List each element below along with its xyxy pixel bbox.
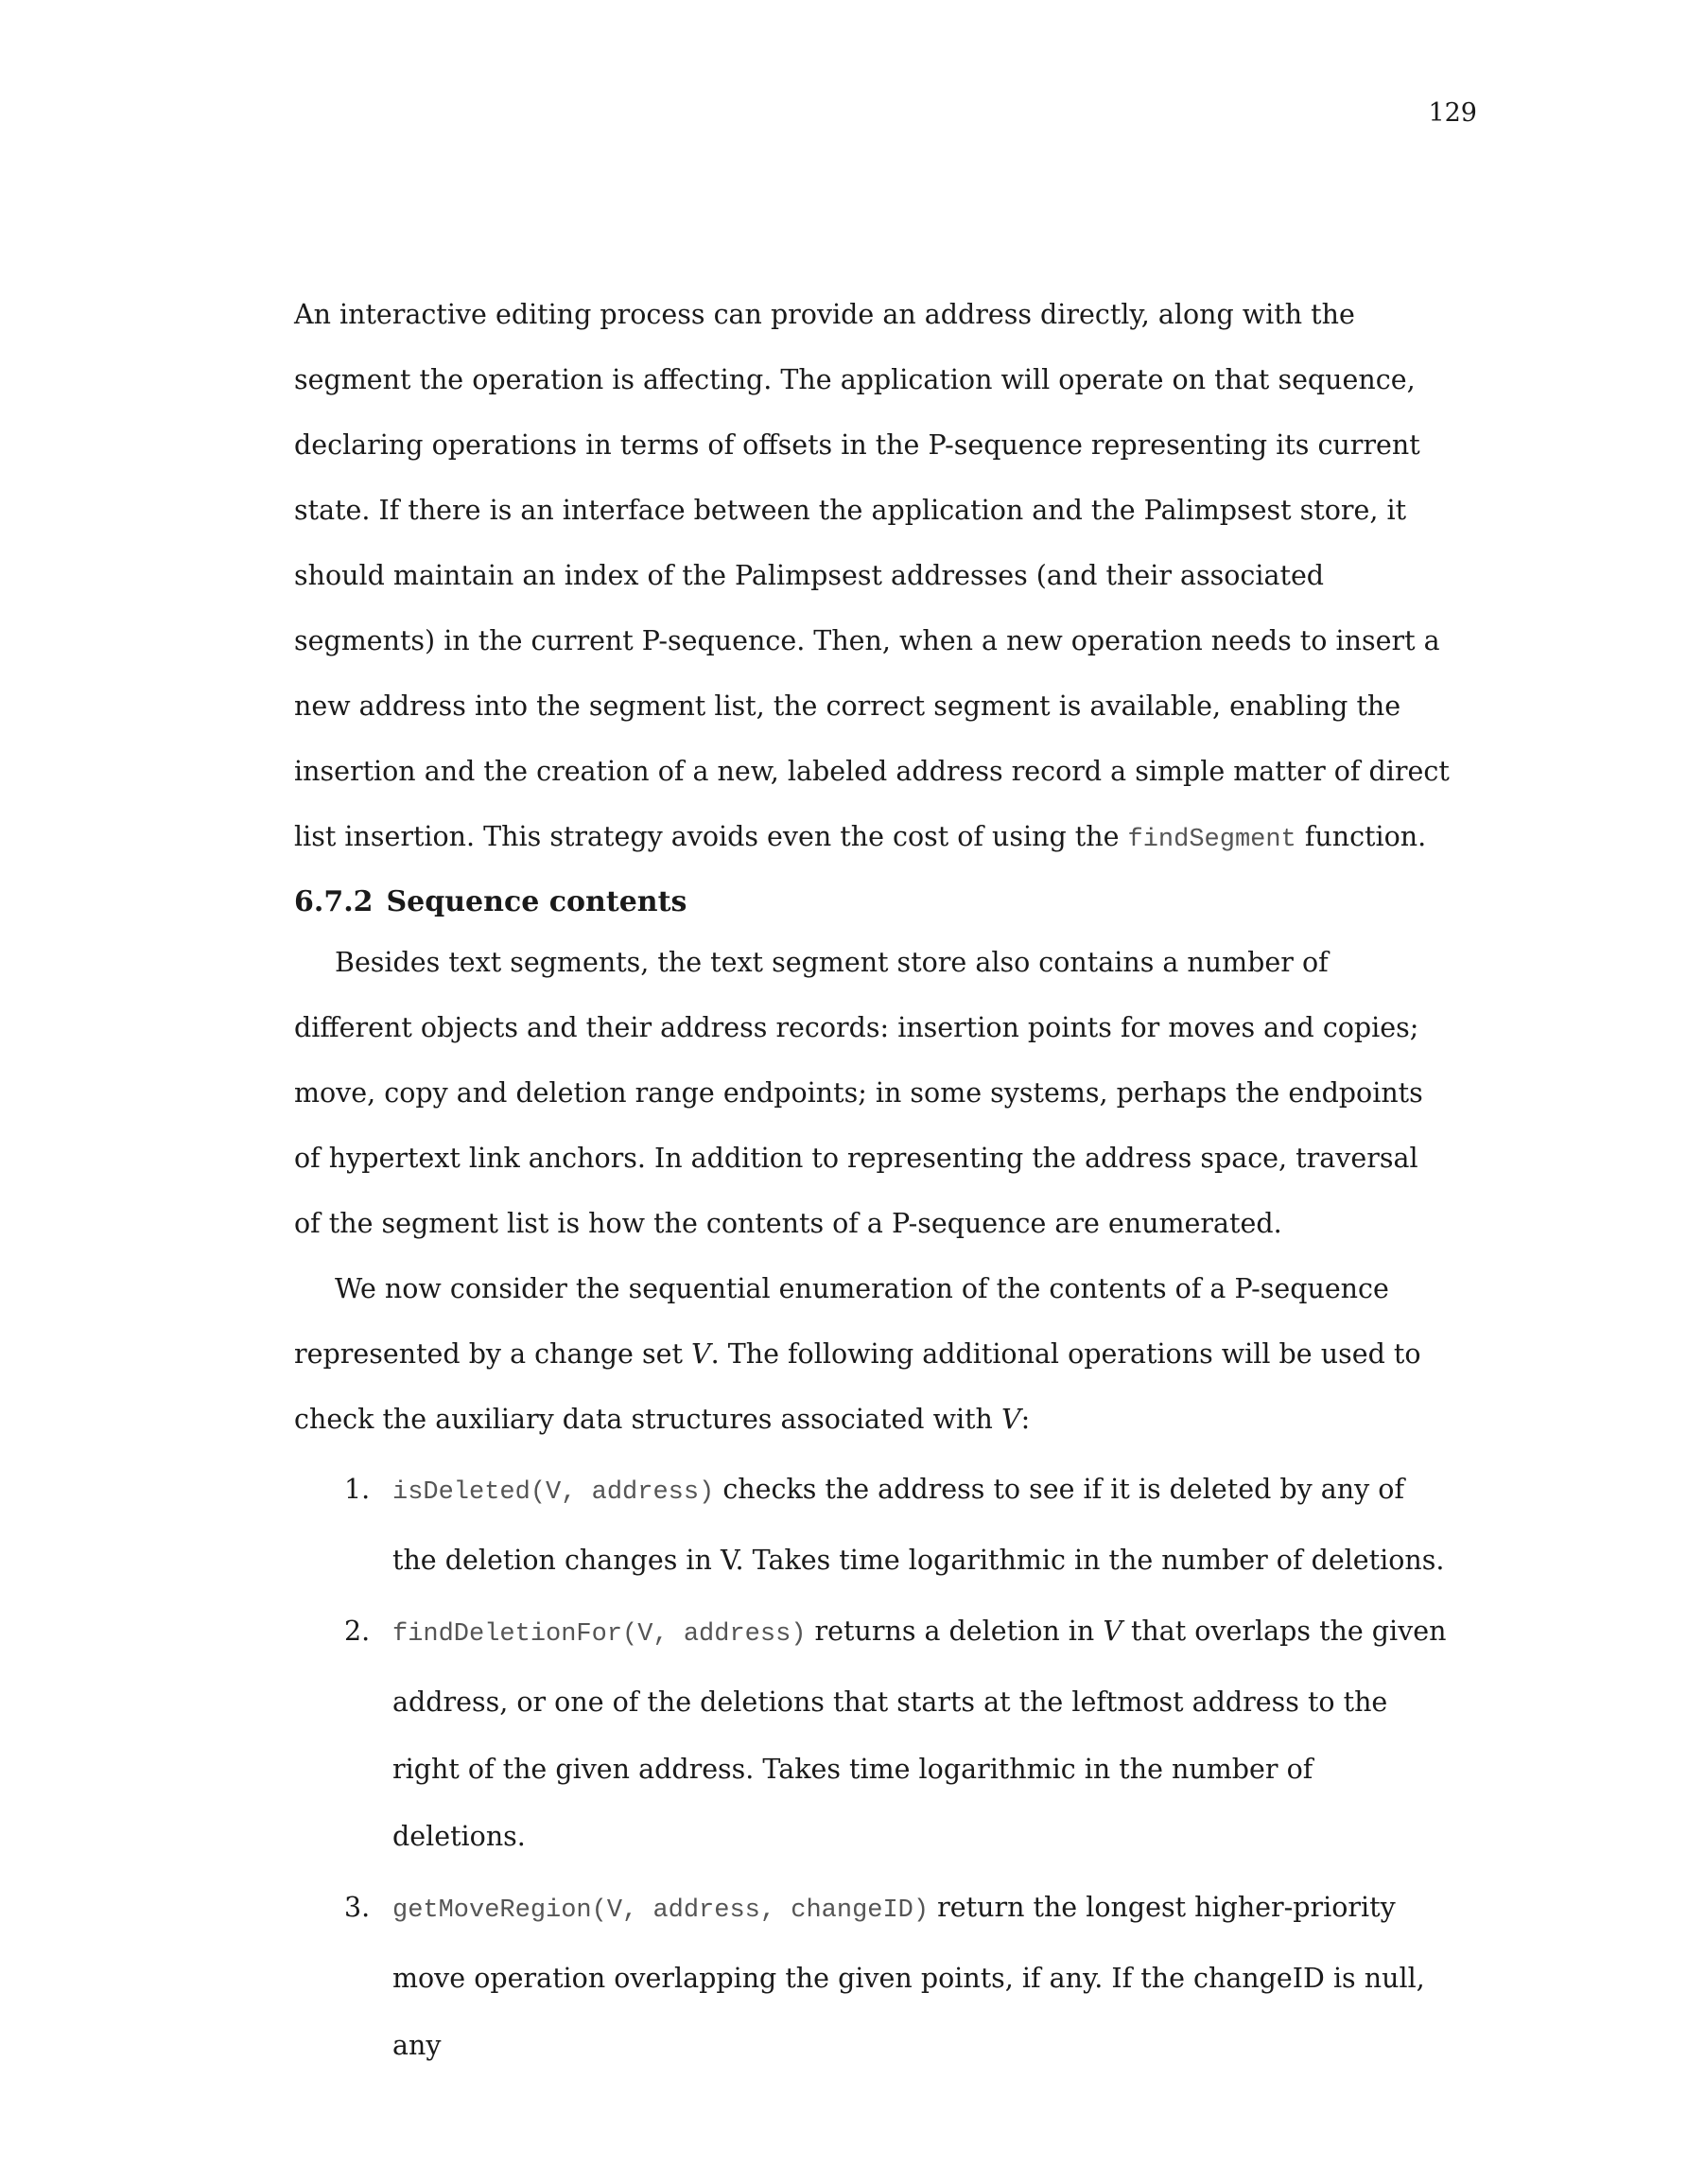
get-move-region-code: getMoveRegion(V, address, changeID) — [392, 1896, 930, 1925]
section-title: Sequence contents — [386, 885, 687, 918]
para3-text-2: . The following additional operations will be used to check the auxiliary data structures associated with — [294, 1338, 1421, 1435]
is-deleted-code: isDeleted(V, address) — [392, 1478, 715, 1507]
section-heading — [294, 873, 1450, 930]
intro-text-end: function. — [1296, 821, 1427, 852]
find-segment-code: findSegment — [1127, 826, 1296, 854]
var-v: V — [1103, 1616, 1122, 1647]
list-item — [294, 1874, 1450, 2079]
intro-paragraph — [294, 282, 1450, 873]
section-number: 6.7.2 — [294, 885, 374, 918]
para3-text-3: : — [1020, 1404, 1031, 1435]
item-text: returns a deletion in — [806, 1616, 1104, 1647]
var-v: V — [691, 1338, 711, 1370]
list-item — [294, 1598, 1450, 1870]
para3-text-1: We now consider the sequential enumeration of the contents of a P-sequence represented by a change set — [294, 1273, 1389, 1370]
intro-text: An interactive editing process can provide an address directly, along with the segment the operation is affecting. The application will operate on that sequence, declaring operations in terms of offsets in the P-sequence representing its current state. If there is an interface between the application and the Palimpsest store, it should maintain an index of the Palimpsest addresses (and their associated segments) in the current P-sequence. Then, when a new operation needs to insert a new address into the segment list, the correct segment is available, enabling the insertion and the creation of a new, labeled address record a simple matter of direct list insertion. This strategy avoids even the cost of using the — [294, 299, 1450, 852]
item-number: 1. — [344, 1474, 371, 1505]
item-number: 3. — [344, 1892, 371, 1923]
operations-list — [294, 1456, 1450, 2079]
item-text: return the longest higher-priority move operation overlapping the given points, if any. If the changeID is null, any — [392, 1892, 1425, 2061]
list-item — [294, 1456, 1450, 1594]
item-text: that overlaps the given address, or one of the deletions that starts at the leftmost address to the right of the given address. Takes time logarithmic in the number of deletions. — [392, 1616, 1447, 1852]
item-number: 2. — [344, 1616, 371, 1647]
var-v: V — [1000, 1404, 1021, 1435]
paragraph-contents: Besides text segments, the text segment store also contains a number of different objects and their address records: insertion points for moves and copies; move, copy and deletion range endpoints; in some systems, perhaps the endpoints of hypertext link anchors. In addition to representing the address space, traversal of the segment list is how the contents of a P-sequence are enumerated. — [294, 947, 1423, 1239]
find-deletion-for-code: findDeletionFor(V, address) — [392, 1620, 807, 1649]
paragraph-enumeration — [294, 1256, 1450, 1452]
item-text: checks the address to see if it is deleted by any of the deletion changes in V. Takes time logarithmic in the number of deletions. — [392, 1474, 1445, 1576]
page-number: 129 — [1428, 98, 1477, 128]
page-body — [294, 282, 1450, 2079]
